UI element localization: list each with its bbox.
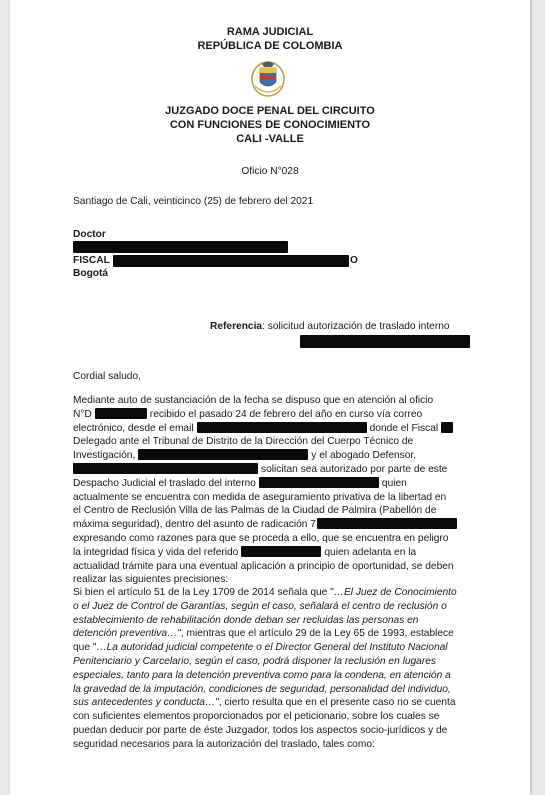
- header-court-name: JUZGADO DOCE PENAL DEL CIRCUITO: [165, 105, 375, 117]
- p2-line: que "…La autoridad judicial competente o el Director General del Instituto Nacional: [73, 642, 448, 654]
- p1-line: Delegado ante el Tribunal de Distrito de la Dirección del Cuerpo Técnico de: [73, 436, 414, 448]
- recipient-role: FISCAL: [73, 255, 110, 266]
- redaction-radicacion: [317, 518, 457, 529]
- p1-line: máxima seguridad), dentro del asunto de radicación 7: [73, 518, 473, 532]
- p2-line: seguridad necesarios para la autorización del traslado, tales como:: [73, 738, 375, 750]
- redaction-oficio-number: [95, 408, 147, 419]
- p2-line: con suficientes elementos proporcionados por el peticionario, sobre los cuales se: [73, 711, 440, 723]
- p1-line: N°D recibido el pasado 24 de febrero del año en curso vía correo: [73, 408, 423, 420]
- p1-line: Mediante auto de sustanciación de la fecha se dispuso que en atención al oficio: [73, 395, 434, 406]
- p2-line: especiales, tanto para la detención preventiva como para la condena, en atención a: [73, 669, 451, 681]
- redaction-inmate: [259, 477, 379, 488]
- redaction-referido: [241, 546, 321, 557]
- p2-line: la gravedad de la imputación, condiciones de seguridad, personalidad del individuo,: [73, 683, 451, 695]
- redaction-recipient-office: [113, 255, 349, 267]
- p1-line: el Centro de Reclusión Villa de las Palmas de la Ciudad de Palmira (Pabellón de: [73, 505, 437, 517]
- header-republica: REPÚBLICA DE COLOMBIA: [197, 40, 343, 52]
- header-rama-judicial: RAMA JUDICIAL: [226, 26, 314, 38]
- paragraph-1: [73, 394, 473, 587]
- greeting: Cordial saludo,: [73, 371, 141, 382]
- p1-line: Investigación, y el abogado Defensor,: [73, 450, 417, 462]
- p2-line: sus antecedentes y conducta…", cierto resulta que en el presente caso no se cuenta: [73, 697, 456, 709]
- header-court-function: CON FUNCIONES DE CONOCIMIENTO: [169, 119, 371, 131]
- recipient-city: Bogotá: [73, 268, 109, 279]
- p1-line: electrónico, desde el email donde el Fiscal: [73, 422, 473, 436]
- p2-line: o el Juez de Control de Garantías, según el caso, señalará el centro de reclusión o: [73, 600, 447, 612]
- date-line: Santiago de Cali, veinticinco (25) de febrero del 2021: [73, 196, 314, 207]
- p1-line: actualmente se encuentra con medida de aseguramiento privativa de la libertad en: [73, 491, 447, 503]
- redaction-email: [197, 422, 367, 433]
- oficio-number: Oficio N°028: [241, 166, 299, 177]
- p2-line: puedan deducir por parte de éste Juzgador, todos los aspectos socio-jurídicos y de: [73, 724, 448, 736]
- p1-line: la integridad física y vida del referido quien adelanta en la: [73, 546, 417, 558]
- document-page: [10, 0, 530, 795]
- p1-line: solicitan sea autorizado por parte de este: [73, 463, 473, 477]
- recipient-title: Doctor: [73, 229, 106, 240]
- redaction-investigator: [138, 449, 308, 460]
- reference-text: : solicitud autorización de traslado interno: [262, 321, 450, 332]
- paragraph-2: [73, 586, 473, 752]
- coat-of-arms-seal: [250, 58, 286, 98]
- p1-line: Despacho Judicial el traslado del interno quien: [73, 477, 407, 489]
- p2-line: establecimiento de rehabilitación donde deban ser recluidas las personas en: [73, 614, 419, 626]
- p1-line: actualidad trámite para una eventual aplicación a principio de oportunidad, se deben: [73, 560, 454, 572]
- redaction-reference-number: [300, 335, 470, 348]
- header-court-city: CALI -VALLE: [236, 133, 304, 145]
- redaction-fiscal: [441, 422, 453, 433]
- recipient-role-tail: O: [350, 255, 358, 266]
- redaction-defender: [73, 463, 258, 474]
- redaction-recipient-name: [73, 241, 288, 253]
- reference-line: [210, 320, 450, 334]
- p2-line: Penitenciario y Carcelario, según el caso, podrá disponer la reclusión en lugares: [73, 655, 436, 667]
- p1-line: realizar las siguientes precisiones:: [73, 574, 229, 586]
- p2-line: detención preventiva…", mientras que el artículo 29 de la Ley 65 de 1993, establece: [73, 628, 454, 640]
- p2-line: Si bien el artículo 51 de la Ley 1709 de 2014 señala que "…El Juez de Conocimiento: [73, 587, 457, 598]
- p1-line: expresando como razones para que se proceda a ello, que se encuentra en peligro: [73, 532, 449, 544]
- reference-label: Referencia: [210, 321, 263, 332]
